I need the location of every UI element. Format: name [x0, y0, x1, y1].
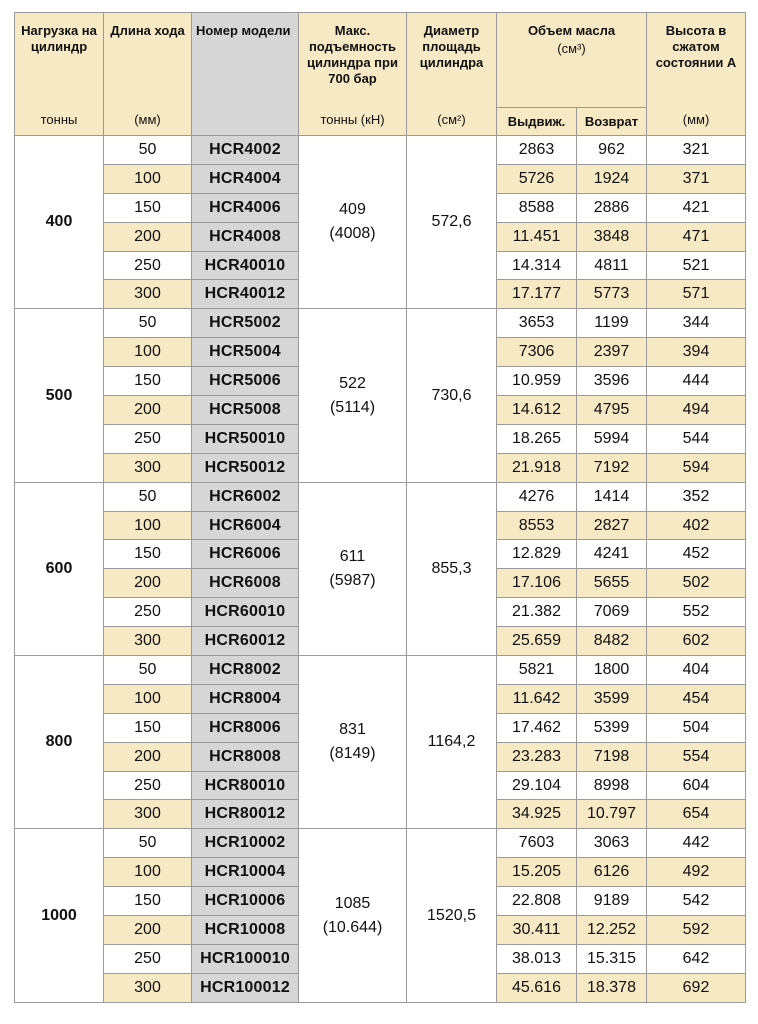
model-cell: HCR4006	[192, 193, 299, 222]
oil-extend-cell: 2863	[497, 136, 577, 165]
oil-return-cell: 9189	[577, 887, 647, 916]
height-cell: 321	[647, 136, 746, 165]
oil-extend-cell: 25.659	[497, 627, 577, 656]
oil-extend-cell: 17.106	[497, 569, 577, 598]
header-oil-return: Возврат	[577, 108, 647, 136]
stroke-cell: 50	[104, 656, 192, 685]
model-cell: HCR10008	[192, 916, 299, 945]
model-cell: HCR60010	[192, 598, 299, 627]
stroke-cell: 50	[104, 309, 192, 338]
model-cell: HCR50012	[192, 453, 299, 482]
area-cell: 572,6	[407, 136, 497, 309]
oil-extend-cell: 11.642	[497, 684, 577, 713]
oil-return-cell: 6126	[577, 858, 647, 887]
height-cell: 571	[647, 280, 746, 309]
oil-return-cell: 15.315	[577, 944, 647, 973]
header-height	[647, 13, 746, 136]
header-load-unit: тонны	[40, 112, 78, 127]
stroke-cell: 300	[104, 800, 192, 829]
stroke-cell: 50	[104, 482, 192, 511]
height-cell: 394	[647, 338, 746, 367]
model-cell: HCR4004	[192, 164, 299, 193]
height-cell: 402	[647, 511, 746, 540]
cylinder-spec-table	[14, 12, 746, 1003]
capacity-cell	[299, 482, 407, 655]
model-cell: HCR5002	[192, 309, 299, 338]
capacity-cell	[299, 829, 407, 1002]
oil-return-cell: 3599	[577, 684, 647, 713]
stroke-cell: 100	[104, 338, 192, 367]
oil-extend-cell: 14.612	[497, 396, 577, 425]
oil-extend-cell: 4276	[497, 482, 577, 511]
oil-extend-cell: 7306	[497, 338, 577, 367]
oil-return-cell: 5994	[577, 424, 647, 453]
model-cell: HCR6004	[192, 511, 299, 540]
load-cell: 500	[15, 309, 104, 482]
model-cell: HCR10004	[192, 858, 299, 887]
oil-extend-cell: 17.462	[497, 713, 577, 742]
oil-extend-cell: 7603	[497, 829, 577, 858]
load-cell: 400	[15, 136, 104, 309]
oil-extend-cell: 21.918	[497, 453, 577, 482]
area-cell: 1520,5	[407, 829, 497, 1002]
height-cell: 642	[647, 944, 746, 973]
oil-extend-cell: 5726	[497, 164, 577, 193]
header-height-unit: (мм)	[682, 112, 710, 127]
model-cell: HCR6006	[192, 540, 299, 569]
table-row	[15, 482, 746, 511]
height-cell: 442	[647, 829, 746, 858]
oil-extend-cell: 15.205	[497, 858, 577, 887]
model-cell: HCR10006	[192, 887, 299, 916]
model-cell: HCR6002	[192, 482, 299, 511]
oil-return-cell: 5655	[577, 569, 647, 598]
model-cell: HCR40010	[192, 251, 299, 280]
oil-extend-cell: 29.104	[497, 771, 577, 800]
height-cell: 502	[647, 569, 746, 598]
header-stroke-title: Длина хода	[110, 23, 185, 38]
capacity-cell	[299, 656, 407, 829]
oil-return-cell: 1800	[577, 656, 647, 685]
capacity-tonnes: 1085	[334, 894, 371, 912]
area-cell: 855,3	[407, 482, 497, 655]
stroke-cell: 300	[104, 453, 192, 482]
oil-extend-cell: 12.829	[497, 540, 577, 569]
header-area-title: Диаметр площадь цилиндра	[419, 23, 484, 70]
oil-return-cell: 1199	[577, 309, 647, 338]
capacity-tonnes: 522	[339, 374, 366, 392]
oil-extend-cell: 45.616	[497, 973, 577, 1002]
oil-extend-cell: 14.314	[497, 251, 577, 280]
oil-extend-cell: 3653	[497, 309, 577, 338]
stroke-cell: 200	[104, 742, 192, 771]
oil-return-cell: 1924	[577, 164, 647, 193]
oil-return-cell: 7192	[577, 453, 647, 482]
oil-return-cell: 8482	[577, 627, 647, 656]
oil-extend-cell: 34.925	[497, 800, 577, 829]
oil-return-cell: 3596	[577, 367, 647, 396]
height-cell: 492	[647, 858, 746, 887]
stroke-cell: 250	[104, 424, 192, 453]
oil-return-cell: 5399	[577, 713, 647, 742]
stroke-cell: 150	[104, 193, 192, 222]
stroke-cell: 50	[104, 829, 192, 858]
stroke-cell: 250	[104, 251, 192, 280]
oil-return-cell: 7198	[577, 742, 647, 771]
oil-return-cell: 2397	[577, 338, 647, 367]
model-cell: HCR8002	[192, 656, 299, 685]
stroke-cell: 100	[104, 511, 192, 540]
header-oil-extend: Выдвиж.	[497, 108, 577, 136]
height-cell: 404	[647, 656, 746, 685]
oil-extend-cell: 22.808	[497, 887, 577, 916]
oil-extend-cell: 11.451	[497, 222, 577, 251]
load-cell: 800	[15, 656, 104, 829]
height-cell: 554	[647, 742, 746, 771]
table-row	[15, 136, 746, 165]
model-cell: HCR60012	[192, 627, 299, 656]
stroke-cell: 150	[104, 540, 192, 569]
stroke-cell: 150	[104, 713, 192, 742]
stroke-cell: 100	[104, 164, 192, 193]
height-cell: 521	[647, 251, 746, 280]
height-cell: 444	[647, 367, 746, 396]
model-cell: HCR8008	[192, 742, 299, 771]
header-oil-unit: (см³)	[557, 41, 586, 56]
capacity-cell	[299, 309, 407, 482]
height-cell: 604	[647, 771, 746, 800]
oil-extend-cell: 5821	[497, 656, 577, 685]
height-cell: 692	[647, 973, 746, 1002]
header-height-title: Высота в сжатом состоянии A	[655, 23, 737, 70]
table-row	[15, 829, 746, 858]
oil-return-cell: 962	[577, 136, 647, 165]
stroke-cell: 50	[104, 136, 192, 165]
header-load-title: Нагрузка на цилиндр	[21, 23, 97, 54]
oil-extend-cell: 10.959	[497, 367, 577, 396]
oil-return-cell: 3848	[577, 222, 647, 251]
oil-return-cell: 4795	[577, 396, 647, 425]
capacity-kn: (5114)	[329, 398, 376, 416]
model-cell: HCR5006	[192, 367, 299, 396]
capacity-kn: (5987)	[329, 571, 376, 589]
oil-return-cell: 18.378	[577, 973, 647, 1002]
height-cell: 494	[647, 396, 746, 425]
model-cell: HCR50010	[192, 424, 299, 453]
oil-return-cell: 4811	[577, 251, 647, 280]
height-cell: 654	[647, 800, 746, 829]
height-cell: 454	[647, 684, 746, 713]
oil-extend-cell: 21.382	[497, 598, 577, 627]
header-load	[15, 13, 104, 136]
stroke-cell: 100	[104, 858, 192, 887]
oil-return-cell: 1414	[577, 482, 647, 511]
stroke-cell: 200	[104, 396, 192, 425]
oil-extend-cell: 38.013	[497, 944, 577, 973]
stroke-cell: 100	[104, 684, 192, 713]
header-area	[407, 13, 497, 136]
oil-return-cell: 3063	[577, 829, 647, 858]
oil-return-cell: 2886	[577, 193, 647, 222]
height-cell: 544	[647, 424, 746, 453]
oil-return-cell: 5773	[577, 280, 647, 309]
height-cell: 542	[647, 887, 746, 916]
height-cell: 602	[647, 627, 746, 656]
height-cell: 592	[647, 916, 746, 945]
oil-return-cell: 8998	[577, 771, 647, 800]
height-cell: 352	[647, 482, 746, 511]
model-cell: HCR10002	[192, 829, 299, 858]
load-cell: 600	[15, 482, 104, 655]
model-cell: HCR80012	[192, 800, 299, 829]
stroke-cell: 250	[104, 944, 192, 973]
model-cell: HCR6008	[192, 569, 299, 598]
table-row	[15, 309, 746, 338]
table-header	[15, 13, 746, 136]
height-cell: 594	[647, 453, 746, 482]
oil-extend-cell: 17.177	[497, 280, 577, 309]
stroke-cell: 300	[104, 627, 192, 656]
model-cell: HCR80010	[192, 771, 299, 800]
stroke-cell: 250	[104, 771, 192, 800]
capacity-tonnes: 831	[339, 721, 366, 739]
stroke-cell: 150	[104, 367, 192, 396]
header-model	[192, 13, 299, 136]
model-cell: HCR5008	[192, 396, 299, 425]
table-body	[15, 136, 746, 1003]
height-cell: 471	[647, 222, 746, 251]
model-cell: HCR5004	[192, 338, 299, 367]
capacity-kn: (4008)	[329, 225, 376, 243]
header-stroke-unit: (мм)	[134, 112, 161, 127]
oil-return-cell: 12.252	[577, 916, 647, 945]
capacity-kn: (10.644)	[322, 918, 383, 936]
height-cell: 452	[647, 540, 746, 569]
capacity-tonnes: 611	[339, 547, 366, 565]
oil-extend-cell: 8553	[497, 511, 577, 540]
load-cell: 1000	[15, 829, 104, 1002]
height-cell: 504	[647, 713, 746, 742]
oil-extend-cell: 18.265	[497, 424, 577, 453]
model-cell: HCR100012	[192, 973, 299, 1002]
capacity-cell	[299, 136, 407, 309]
header-model-title: Номер модели	[196, 23, 291, 38]
oil-return-cell: 2827	[577, 511, 647, 540]
header-capacity-title: Макс. подъемность цилиндра при 700 бар	[307, 23, 398, 86]
height-cell: 371	[647, 164, 746, 193]
header-stroke	[104, 13, 192, 136]
oil-extend-cell: 8588	[497, 193, 577, 222]
header-capacity-unit: тонны (кН)	[320, 112, 385, 127]
stroke-cell: 250	[104, 598, 192, 627]
model-cell: HCR8006	[192, 713, 299, 742]
header-oil	[497, 13, 647, 108]
oil-extend-cell: 23.283	[497, 742, 577, 771]
model-cell: HCR4002	[192, 136, 299, 165]
oil-return-cell: 7069	[577, 598, 647, 627]
area-cell: 730,6	[407, 309, 497, 482]
header-oil-title: Объем масла	[527, 23, 616, 38]
stroke-cell: 300	[104, 973, 192, 1002]
header-area-unit: (см²)	[437, 112, 466, 127]
table-row	[15, 656, 746, 685]
height-cell: 344	[647, 309, 746, 338]
area-cell: 1164,2	[407, 656, 497, 829]
stroke-cell: 200	[104, 569, 192, 598]
height-cell: 421	[647, 193, 746, 222]
stroke-cell: 150	[104, 887, 192, 916]
capacity-kn: (8149)	[329, 745, 376, 763]
model-cell: HCR8004	[192, 684, 299, 713]
oil-return-cell: 4241	[577, 540, 647, 569]
stroke-cell: 200	[104, 916, 192, 945]
oil-return-cell: 10.797	[577, 800, 647, 829]
height-cell: 552	[647, 598, 746, 627]
stroke-cell: 300	[104, 280, 192, 309]
capacity-tonnes: 409	[339, 201, 366, 219]
oil-extend-cell: 30.411	[497, 916, 577, 945]
header-capacity	[299, 13, 407, 136]
model-cell: HCR100010	[192, 944, 299, 973]
stroke-cell: 200	[104, 222, 192, 251]
model-cell: HCR40012	[192, 280, 299, 309]
model-cell: HCR4008	[192, 222, 299, 251]
